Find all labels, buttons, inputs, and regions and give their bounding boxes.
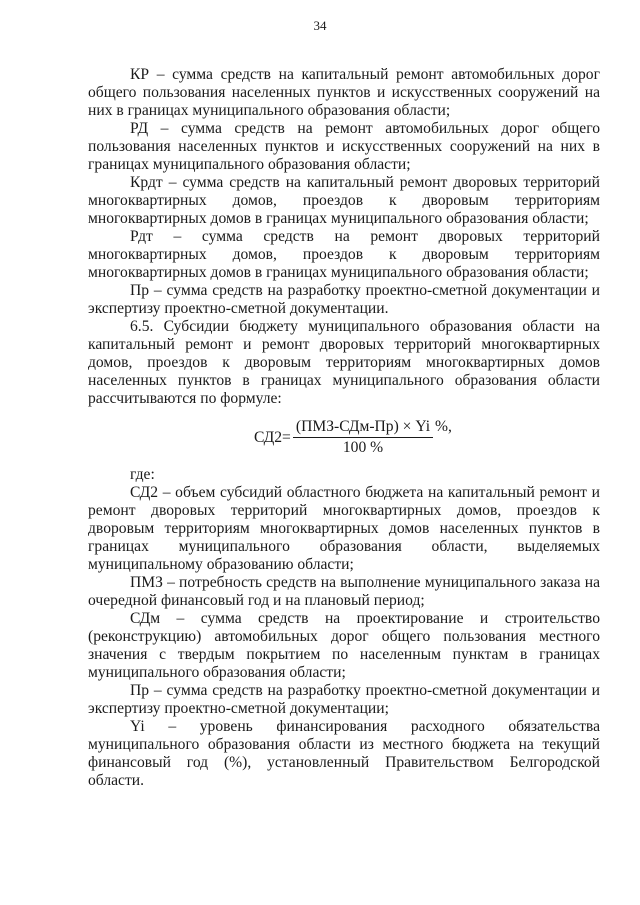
formula-tail: %, bbox=[435, 418, 452, 435]
formula-denominator: 100 % bbox=[342, 439, 384, 456]
formula bbox=[88, 418, 600, 462]
formula-lhs: СД2= bbox=[254, 429, 291, 446]
paragraph-section-6-5: 6.5. Субсидии бюджету муниципального образования области на капитальный ремонт и ремонт дворовых территорий многоквартирных домов, проездов к дворовым территориям многоквартирных домов населенных пунктов в границах муниципального образования области рассчитываются по формуле: bbox=[88, 318, 600, 407]
paragraph-yi-definition: Yi – уровень финансирования расходного обязательства муниципального образования области из местного бюджета на текущий финансовый год (%), установленный Правительством Белгородской области. bbox=[88, 718, 600, 789]
paragraph-pmz-definition: ПМЗ – потребность средств на выполнение муниципального заказа на очередной финансовый год и на плановый период; bbox=[88, 574, 600, 609]
paragraph-rd-definition: РД – сумма средств на ремонт автомобильных дорог общего пользования населенных пунктов и искусственных сооружений на них в границах муниципального образования области; bbox=[88, 120, 600, 173]
document-body bbox=[88, 66, 600, 790]
where-label: где: bbox=[130, 466, 155, 483]
paragraph-rdt-definition: Рдт – сумма средств на ремонт дворовых территорий многоквартирных домов, проездов к дворовым территориям многоквартирных домов в границах муниципального образования области; bbox=[88, 228, 600, 281]
paragraph-krdt-definition: Крдт – сумма средств на капитальный ремонт дворовых территорий многоквартирных домов, проездов к дворовым территориям многоквартирных домов в границах муниципального образования области; bbox=[88, 174, 600, 227]
paragraph-pr-definition: Пр – сумма средств на разработку проектно-сметной документации и экспертизу проектно-сметной документации. bbox=[88, 282, 600, 317]
paragraph-pr-definition-2: Пр – сумма средств на разработку проектно-сметной документации и экспертизу проектно-сметной документации; bbox=[88, 682, 600, 717]
paragraph-kr-definition: КР – сумма средств на капитальный ремонт автомобильных дорог общего пользования населенных пунктов и искусственных сооружений на них в границах муниципального образования области; bbox=[88, 66, 600, 119]
paragraph-sd2-definition: СД2 – объем субсидий областного бюджета на капитальный ремонт и ремонт дворовых территорий многоквартирных домов, проездов к дворовым территориям многоквартирных домов населенных пунктов в границах муниципального образования области, выделяемых муниципальному образованию области; bbox=[88, 484, 600, 573]
formula-numerator: (ПМЗ-СДм-Пр) × Yi bbox=[293, 418, 433, 438]
formula-fraction bbox=[293, 418, 433, 458]
paragraph-sdm-definition: СДм – сумма средств на проектирование и строительство (реконструкцию) автомобильных дорог общего пользования местного значения с твердым покрытием по населенным пунктам в границах муниципального образования области; bbox=[88, 610, 600, 681]
page-number: 34 bbox=[313, 18, 327, 33]
